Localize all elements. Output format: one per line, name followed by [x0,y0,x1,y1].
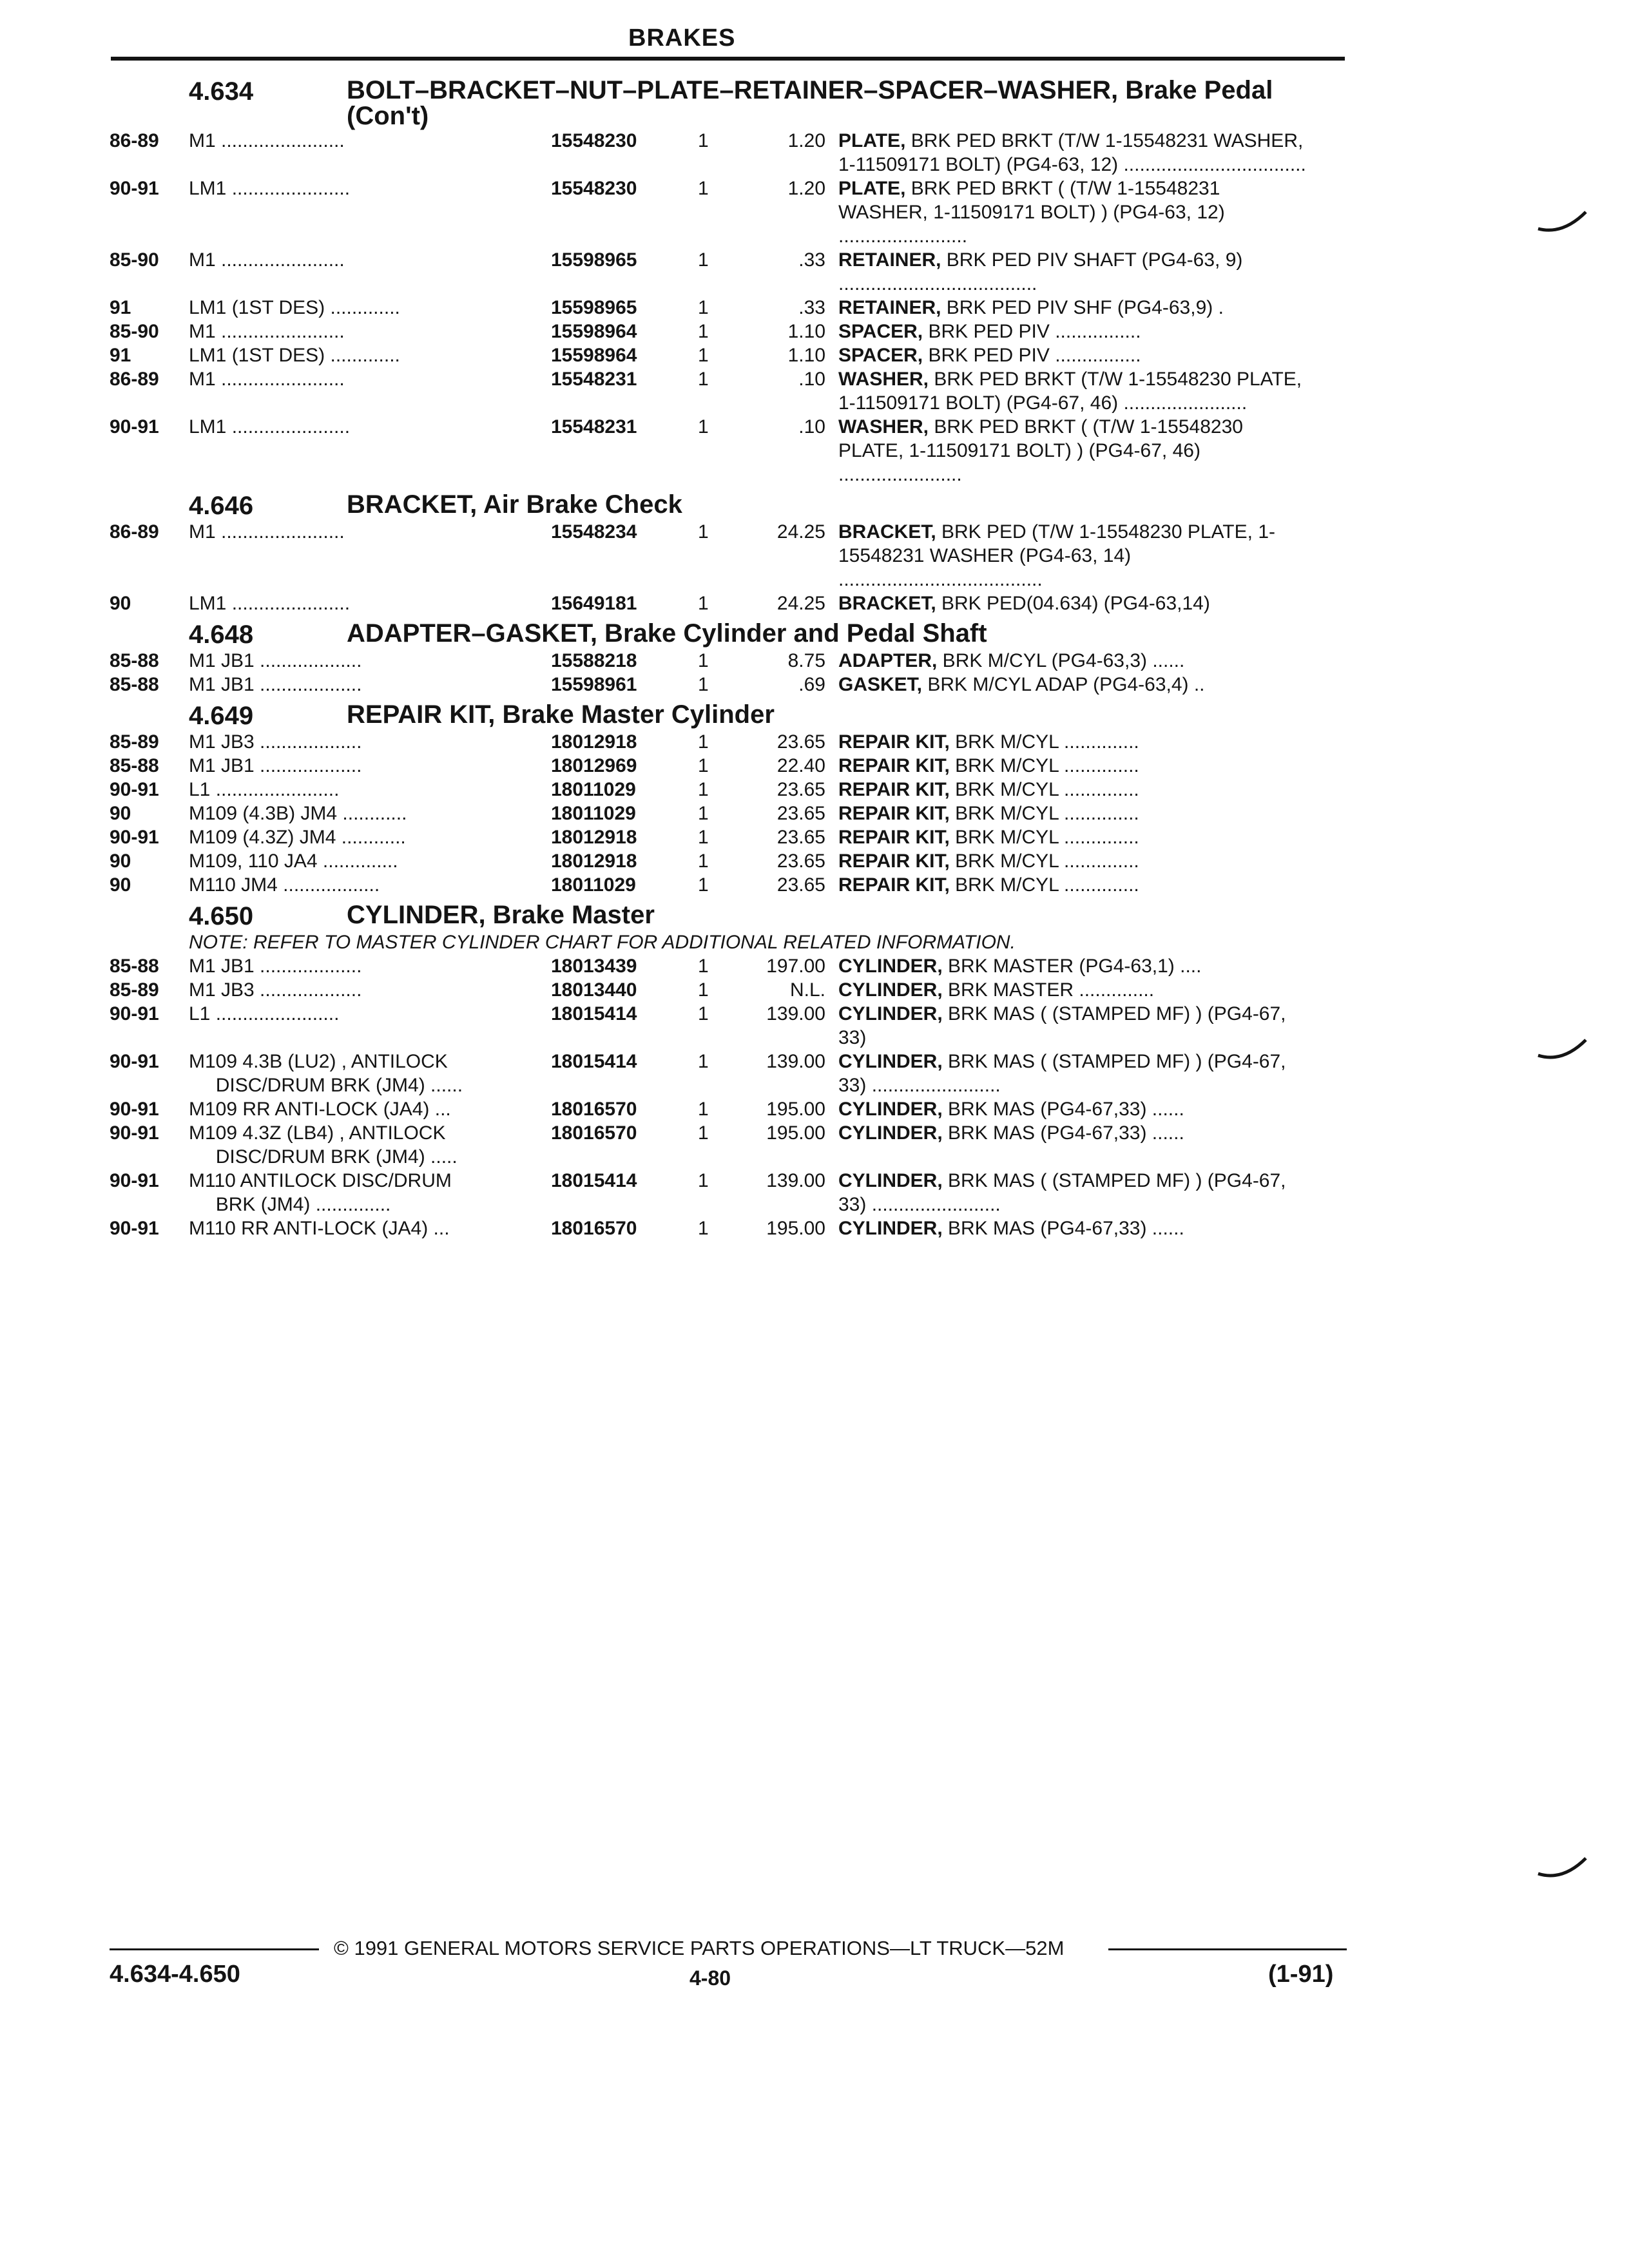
application: M1 ....................... [189,321,345,342]
part-number: 18015414 [551,1170,637,1191]
quantity: 1 [698,1051,709,1072]
part-row [110,520,1347,591]
quantity: 1 [698,345,709,366]
part-number: 18016570 [551,1218,637,1239]
description-noun: CYLINDER, [838,1218,943,1239]
price: 24.25 [776,521,825,543]
price: 23.65 [776,731,825,753]
description-noun: REPAIR KIT, [838,874,950,896]
model-years: 85-89 [110,731,159,753]
parts-list [110,72,1347,1240]
description-noun: CYLINDER, [838,956,943,977]
part-row [110,649,1347,673]
section-heading [110,902,1347,930]
section-number: 4.649 [189,702,254,730]
part-description [838,802,1309,825]
part-number: 18013440 [551,979,637,1001]
application: M110 JM4 .................. [189,874,380,896]
price: .33 [798,249,825,271]
description-text: BRK MAS (PG4-67,33) ...... [942,1218,1184,1239]
quantity: 1 [698,1003,709,1024]
quantity: 1 [698,650,709,671]
footer-revision-date: (1-91) [1268,1961,1334,1988]
quantity: 1 [698,178,709,199]
quantity: 1 [698,321,709,342]
part-row [110,978,1347,1002]
description-noun: CYLINDER, [838,1003,943,1024]
application: M109 4.3Z (LB4) , ANTILOCK DISC/DRUM BRK (JM4) ..... [189,1122,458,1168]
application: M109 (4.3B) JM4 ............ [189,803,407,824]
part-row [110,849,1347,873]
price: 1.10 [787,345,825,366]
application: M1 JB1 ................... [189,650,362,671]
description-noun: BRACKET, [838,521,936,543]
part-description [838,296,1309,320]
quantity: 1 [698,755,709,776]
part-description [838,673,1309,697]
part-row [110,367,1347,415]
description-text: BRK MAS (PG4-67,33) ...... [942,1099,1184,1120]
price: 23.65 [776,874,825,896]
model-years: 90-91 [110,1051,159,1072]
part-description [838,978,1309,1002]
description-noun: RETAINER, [838,297,941,318]
part-number: 18011029 [551,874,636,896]
binder-mark-icon [1537,1856,1588,1881]
part-description [838,649,1309,673]
part-description [838,1216,1309,1240]
quantity: 1 [698,1122,709,1144]
part-row [110,730,1347,754]
price: 139.00 [766,1003,825,1024]
application: LM1 ...................... [189,593,351,614]
model-years: 85-88 [110,674,159,695]
part-description [838,1097,1309,1121]
part-number: 18012969 [551,755,637,776]
quantity: 1 [698,1099,709,1120]
price: 23.65 [776,803,825,824]
part-description [838,177,1309,248]
model-years: 90-91 [110,1099,159,1120]
application: LM1 ...................... [189,178,351,199]
footer-copyright: © 1991 GENERAL MOTORS SERVICE PARTS OPERATIONS—LT TRUCK—52M [334,1937,1065,1959]
quantity: 1 [698,674,709,695]
description-text: BRK MAS ( (STAMPED MF) ) (PG4-67, 33) [838,1003,1286,1048]
description-text: BRK M/CYL (PG4-63,3) ...... [937,650,1185,671]
application: M1 JB1 ................... [189,956,362,977]
part-row [110,1002,1347,1050]
part-row [110,1050,1347,1097]
price: .33 [798,297,825,318]
price: 1.20 [787,178,825,199]
part-number: 18015414 [551,1003,637,1024]
model-years: 90-91 [110,1170,159,1191]
part-number: 18012918 [551,850,637,872]
part-number: 18016570 [551,1122,637,1144]
part-row [110,825,1347,849]
part-row [110,343,1347,367]
quantity: 1 [698,850,709,872]
price: .69 [798,674,825,695]
part-row [110,673,1347,697]
page-title: BRAKES [628,24,736,52]
quantity: 1 [698,827,709,848]
application: LM1 (1ST DES) ............. [189,297,400,318]
part-number: 18012918 [551,827,637,848]
price: 1.10 [787,321,825,342]
section-title: BRACKET, Air Brake Check [347,490,682,519]
application: M1 JB3 ................... [189,979,362,1001]
description-noun: REPAIR KIT, [838,850,950,872]
part-description [838,248,1309,296]
part-description [838,730,1309,754]
quantity: 1 [698,731,709,753]
description-noun: REPAIR KIT, [838,827,950,848]
application: M1 JB1 ................... [189,674,362,695]
description-noun: CYLINDER, [838,1122,943,1144]
description-text: BRK MASTER .............. [942,979,1155,1001]
part-row [110,1097,1347,1121]
description-text: BRK PED BRKT (T/W 1-15548230 PLATE, 1-11509171 BOLT) (PG4-67, 46) ....................... [838,369,1302,414]
description-noun: REPAIR KIT, [838,803,950,824]
price: 139.00 [766,1170,825,1191]
model-years: 91 [110,297,131,318]
part-number: 15548230 [551,130,637,151]
footer-rule-right [1108,1948,1347,1950]
quantity: 1 [698,1170,709,1191]
part-number: 15598964 [551,345,637,366]
description-text: BRK PED BRKT (T/W 1-15548231 WASHER, 1-11509171 BOLT) (PG4-63, 12) .................................. [838,130,1306,175]
part-row [110,1216,1347,1240]
model-years: 85-88 [110,650,159,671]
application: L1 ....................... [189,1003,340,1024]
model-years: 90 [110,593,131,614]
application: LM1 (1ST DES) ............. [189,345,400,366]
part-row [110,320,1347,343]
description-text: BRK PED PIV SHF (PG4-63,9) . [941,297,1224,318]
section-number: 4.646 [189,492,254,520]
part-description [838,873,1309,897]
model-years: 85-90 [110,321,159,342]
part-number: 18015414 [551,1051,637,1072]
model-years: 91 [110,345,131,366]
model-years: 90-91 [110,1218,159,1239]
price: 1.20 [787,130,825,151]
description-text: BRK MAS (PG4-67,33) ...... [942,1122,1184,1144]
description-text: BRK PED PIV ................ [923,321,1141,342]
quantity: 1 [698,369,709,390]
quantity: 1 [698,130,709,151]
part-number: 18016570 [551,1099,637,1120]
description-noun: CYLINDER, [838,1099,943,1120]
part-row [110,248,1347,296]
application: M1 JB3 ................... [189,731,362,753]
description-noun: WASHER, [838,416,929,437]
model-years: 90 [110,850,131,872]
application: M109 4.3B (LU2) , ANTILOCK DISC/DRUM BRK (JM4) ...... [189,1051,463,1096]
part-description [838,129,1309,177]
part-number: 15649181 [551,593,637,614]
part-number: 15588218 [551,650,637,671]
section-note: NOTE: REFER TO MASTER CYLINDER CHART FOR ADDITIONAL RELATED INFORMATION. [189,932,1016,953]
application: M1 ....................... [189,249,345,271]
description-noun: PLATE, [838,178,906,199]
part-row [110,873,1347,897]
part-description [838,1050,1309,1097]
application: M109 RR ANTI-LOCK (JA4) ... [189,1099,451,1120]
quantity: 1 [698,1218,709,1239]
description-text: BRK M/CYL .............. [949,874,1139,896]
price: 8.75 [787,650,825,671]
quantity: 1 [698,979,709,1001]
model-years: 86-89 [110,130,159,151]
description-text: BRK M/CYL .............. [949,755,1139,776]
model-years: 85-88 [110,755,159,776]
description-noun: GASKET, [838,674,923,695]
section-heading [110,702,1347,730]
price: .10 [798,369,825,390]
part-description [838,415,1309,486]
part-description [838,1121,1309,1145]
model-years: 86-89 [110,369,159,390]
description-text: BRK PED PIV SHAFT (PG4-63, 9) ..................................... [838,249,1243,294]
part-description [838,1169,1309,1216]
description-text: BRK MAS ( (STAMPED MF) ) (PG4-67, 33) ........................ [838,1051,1286,1096]
description-noun: CYLINDER, [838,979,943,1001]
section-title: BOLT–BRACKET–NUT–PLATE–RETAINER–SPACER–WASHER, Brake Pedal (Con't) [347,76,1273,130]
quantity: 1 [698,249,709,271]
section-heading [110,620,1347,649]
part-row [110,129,1347,177]
quantity: 1 [698,521,709,543]
quantity: 1 [698,593,709,614]
part-number: 18011029 [551,779,636,800]
application: M1 ....................... [189,369,345,390]
description-text: BRK M/CYL .............. [949,803,1139,824]
quantity: 1 [698,297,709,318]
model-years: 90-91 [110,416,159,437]
part-number: 15548234 [551,521,637,543]
part-number: 18011029 [551,803,636,824]
part-description [838,320,1309,343]
section-number: 4.650 [189,902,254,930]
part-row [110,954,1347,978]
model-years: 85-89 [110,979,159,1001]
application: M110 RR ANTI-LOCK (JA4) ... [189,1218,450,1239]
price: 23.65 [776,827,825,848]
part-description [838,591,1309,615]
description-noun: WASHER, [838,369,929,390]
part-description [838,778,1309,802]
part-description [838,849,1309,873]
section-title: ADAPTER–GASKET, Brake Cylinder and Pedal Shaft [347,619,987,648]
price: 24.25 [776,593,825,614]
application: M110 ANTILOCK DISC/DRUM BRK (JM4) .............. [189,1170,452,1215]
description-text: BRK M/CYL .............. [949,779,1139,800]
price: .10 [798,416,825,437]
description-text: BRK PED (T/W 1-15548230 PLATE, 1-15548231 WASHER (PG4-63, 14) ...................................... [838,521,1275,590]
application: M109, 110 JA4 .............. [189,850,398,872]
model-years: 85-88 [110,956,159,977]
description-text: BRK PED BRKT ( (T/W 1-15548231 WASHER, 1-11509171 BOLT) ) (PG4-63, 12) ........................ [838,178,1225,247]
application: L1 ....................... [189,779,340,800]
description-text: BRK M/CYL ADAP (PG4-63,4) .. [922,674,1205,695]
section-number: 4.634 [189,77,254,106]
model-years: 90-91 [110,779,159,800]
binder-mark-icon [1537,209,1588,235]
quantity: 1 [698,416,709,437]
description-text: BRK MAS ( (STAMPED MF) ) (PG4-67, 33) ........................ [838,1170,1286,1215]
application: M109 (4.3Z) JM4 ............ [189,827,406,848]
part-number: 15548231 [551,416,637,437]
price: 197.00 [766,956,825,977]
part-description [838,954,1309,978]
part-description [838,754,1309,778]
price: 195.00 [766,1218,825,1239]
part-row [110,177,1347,248]
model-years: 86-89 [110,521,159,543]
section-heading [110,77,1347,129]
description-noun: RETAINER, [838,249,941,271]
description-text: BRK PED BRKT ( (T/W 1-15548230 PLATE, 1-11509171 BOLT) ) (PG4-67, 46) ....................... [838,416,1243,485]
section-heading [110,492,1347,520]
price: 23.65 [776,779,825,800]
part-number: 15598965 [551,297,637,318]
part-number: 18013439 [551,956,637,977]
application: M1 JB1 ................... [189,755,362,776]
price: 195.00 [766,1099,825,1120]
model-years: 90 [110,874,131,896]
description-noun: BRACKET, [838,593,936,614]
part-number: 15548231 [551,369,637,390]
description-noun: REPAIR KIT, [838,755,950,776]
part-description [838,1002,1309,1050]
part-row [110,415,1347,486]
application: M1 ....................... [189,130,345,151]
part-number: 15548230 [551,178,637,199]
footer-section-range: 4.634-4.650 [110,1961,240,1988]
description-text: BRK MASTER (PG4-63,1) .... [942,956,1202,977]
part-row [110,778,1347,802]
part-row [110,591,1347,615]
description-noun: CYLINDER, [838,1170,943,1191]
model-years: 85-90 [110,249,159,271]
description-text: BRK M/CYL .............. [949,827,1139,848]
part-row [110,1169,1347,1216]
description-noun: SPACER, [838,321,923,342]
price: 22.40 [776,755,825,776]
part-number: 15598965 [551,249,637,271]
description-noun: CYLINDER, [838,1051,943,1072]
model-years: 90-91 [110,1003,159,1024]
model-years: 90-91 [110,178,159,199]
model-years: 90-91 [110,1122,159,1144]
description-noun: PLATE, [838,130,906,151]
description-noun: SPACER, [838,345,923,366]
section-title: CYLINDER, Brake Master [347,901,655,929]
part-row [110,296,1347,320]
description-text: BRK PED(04.634) (PG4-63,14) [936,593,1210,614]
application: LM1 ...................... [189,416,351,437]
part-row [110,802,1347,825]
part-row [110,1121,1347,1169]
description-noun: REPAIR KIT, [838,731,950,753]
description-noun: REPAIR KIT, [838,779,950,800]
binder-mark-icon [1537,1037,1588,1063]
part-description [838,343,1309,367]
footer-rule-left [110,1948,319,1950]
price: N.L. [789,979,825,1001]
part-number: 15598961 [551,674,637,695]
part-number: 18012918 [551,731,637,753]
model-years: 90-91 [110,827,159,848]
application: M1 ....................... [189,521,345,543]
part-number: 15598964 [551,321,637,342]
quantity: 1 [698,956,709,977]
footer-page-number: 4-80 [689,1966,731,1990]
description-text: BRK PED PIV ................ [923,345,1141,366]
quantity: 1 [698,874,709,896]
section-title: REPAIR KIT, Brake Master Cylinder [347,700,775,729]
quantity: 1 [698,803,709,824]
price: 195.00 [766,1122,825,1144]
description-text: BRK M/CYL .............. [949,731,1139,753]
section-number: 4.648 [189,620,254,649]
part-description [838,367,1309,415]
model-years: 90 [110,803,131,824]
part-row [110,754,1347,778]
header-rule [111,57,1345,61]
price: 23.65 [776,850,825,872]
description-text: BRK M/CYL .............. [949,850,1139,872]
part-description [838,520,1309,591]
part-description [838,825,1309,849]
price: 139.00 [766,1051,825,1072]
quantity: 1 [698,779,709,800]
description-noun: ADAPTER, [838,650,938,671]
